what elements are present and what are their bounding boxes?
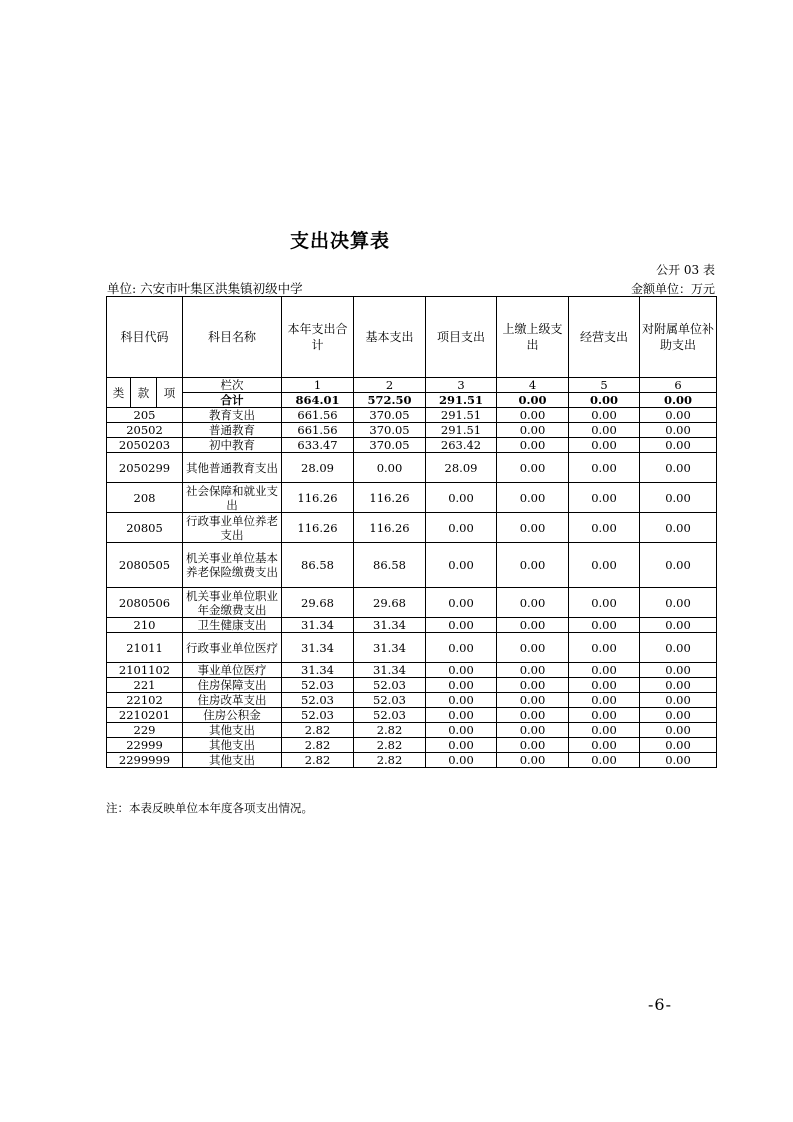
- header-code: 科目代码: [107, 297, 183, 378]
- row-value: 0.00: [640, 438, 717, 453]
- table-body: [107, 297, 717, 768]
- row-value: 0.00: [497, 618, 569, 633]
- row-code: 210: [107, 618, 183, 633]
- row-name: 其他普通教育支出: [183, 453, 282, 483]
- row-value: 0.00: [640, 678, 717, 693]
- row-value: 0.00: [569, 408, 640, 423]
- row-value: 2.82: [354, 723, 426, 738]
- row-value: 0.00: [640, 423, 717, 438]
- total-value: 291.51: [426, 393, 497, 408]
- table-row: [107, 708, 717, 723]
- row-name: 其他支出: [183, 738, 282, 753]
- row-value: 28.09: [282, 453, 354, 483]
- row-value: 0.00: [426, 588, 497, 618]
- row-name: 住房公积金: [183, 708, 282, 723]
- row-name: 卫生健康支出: [183, 618, 282, 633]
- table-row: [107, 438, 717, 453]
- row-name: 住房改革支出: [183, 693, 282, 708]
- page-number: -6-: [648, 995, 672, 1014]
- row-value: 0.00: [640, 708, 717, 723]
- column-number-row: [107, 378, 717, 393]
- row-value: 0.00: [426, 633, 497, 663]
- header-lanci: 栏次: [183, 378, 282, 393]
- row-value: 370.05: [354, 408, 426, 423]
- row-code: 229: [107, 723, 183, 738]
- header-col-2: 基本支出: [354, 297, 426, 378]
- unit-row: [107, 279, 715, 295]
- row-value: 0.00: [497, 693, 569, 708]
- row-value: 29.68: [354, 588, 426, 618]
- row-value: 263.42: [426, 438, 497, 453]
- row-code: 21011: [107, 633, 183, 663]
- row-value: 661.56: [282, 423, 354, 438]
- col-num-1: 1: [282, 378, 354, 393]
- row-value: 0.00: [640, 483, 717, 513]
- header-col-4: 上缴上级支出: [497, 297, 569, 378]
- table-row: [107, 618, 717, 633]
- row-value: 0.00: [426, 678, 497, 693]
- row-value: 52.03: [282, 693, 354, 708]
- row-value: 52.03: [282, 678, 354, 693]
- table-row: [107, 423, 717, 438]
- table-row: [107, 483, 717, 513]
- row-name: 初中教育: [183, 438, 282, 453]
- row-value: 0.00: [569, 618, 640, 633]
- row-value: 0.00: [497, 543, 569, 588]
- row-name: 机关事业单位基本养老保险缴费支出: [183, 543, 282, 588]
- col-num-5: 5: [569, 378, 640, 393]
- row-value: 2.82: [282, 753, 354, 768]
- row-value: 116.26: [282, 513, 354, 543]
- row-value: 31.34: [282, 633, 354, 663]
- row-value: 0.00: [569, 513, 640, 543]
- row-value: 0.00: [640, 618, 717, 633]
- row-code: 20805: [107, 513, 183, 543]
- row-value: 0.00: [640, 543, 717, 588]
- row-value: 0.00: [569, 738, 640, 753]
- table-row: [107, 663, 717, 678]
- row-value: 0.00: [497, 633, 569, 663]
- row-value: 0.00: [569, 543, 640, 588]
- row-name: 教育支出: [183, 408, 282, 423]
- row-code: 205: [107, 408, 183, 423]
- row-code: 2050299: [107, 453, 183, 483]
- row-value: 0.00: [426, 483, 497, 513]
- row-value: 0.00: [569, 663, 640, 678]
- row-value: 0.00: [426, 663, 497, 678]
- row-value: 0.00: [569, 708, 640, 723]
- row-code: 20502: [107, 423, 183, 438]
- expenditure-table: [106, 296, 717, 768]
- header-col-3: 项目支出: [426, 297, 497, 378]
- table-row: [107, 633, 717, 663]
- col-num-3: 3: [426, 378, 497, 393]
- row-name: 事业单位医疗: [183, 663, 282, 678]
- row-value: 291.51: [426, 408, 497, 423]
- row-value: 2.82: [354, 753, 426, 768]
- row-value: 0.00: [640, 408, 717, 423]
- col-num-2: 2: [354, 378, 426, 393]
- row-value: 31.34: [354, 618, 426, 633]
- row-name: 行政事业单位医疗: [183, 633, 282, 663]
- row-code: 2210201: [107, 708, 183, 723]
- row-value: 0.00: [497, 678, 569, 693]
- row-code: 22999: [107, 738, 183, 753]
- row-value: 0.00: [640, 453, 717, 483]
- row-value: 291.51: [426, 423, 497, 438]
- row-name: 其他支出: [183, 753, 282, 768]
- row-value: 633.47: [282, 438, 354, 453]
- row-value: 0.00: [354, 453, 426, 483]
- row-value: 31.34: [282, 618, 354, 633]
- row-code: 2101102: [107, 663, 183, 678]
- table-row: [107, 453, 717, 483]
- row-value: 0.00: [497, 723, 569, 738]
- total-value: 864.01: [282, 393, 354, 408]
- header-col-1: 本年支出合计: [282, 297, 354, 378]
- table-row: [107, 588, 717, 618]
- row-code: 2050203: [107, 438, 183, 453]
- row-value: 2.82: [282, 738, 354, 753]
- row-value: 0.00: [640, 513, 717, 543]
- row-value: 29.68: [282, 588, 354, 618]
- row-value: 116.26: [354, 513, 426, 543]
- row-value: 0.00: [569, 633, 640, 663]
- row-value: 0.00: [426, 543, 497, 588]
- row-value: 52.03: [282, 708, 354, 723]
- row-value: 0.00: [497, 513, 569, 543]
- row-value: 0.00: [497, 588, 569, 618]
- col-num-6: 6: [640, 378, 717, 393]
- row-value: 116.26: [282, 483, 354, 513]
- row-value: 0.00: [569, 423, 640, 438]
- total-value: 0.00: [640, 393, 717, 408]
- row-value: 370.05: [354, 438, 426, 453]
- page-title: 支出决算表: [290, 230, 391, 252]
- row-value: 0.00: [569, 453, 640, 483]
- row-value: 0.00: [497, 708, 569, 723]
- row-code: 2299999: [107, 753, 183, 768]
- table-row: [107, 723, 717, 738]
- row-value: 28.09: [426, 453, 497, 483]
- row-value: 0.00: [640, 723, 717, 738]
- row-code: 208: [107, 483, 183, 513]
- row-value: 0.00: [569, 438, 640, 453]
- row-value: 0.00: [640, 588, 717, 618]
- table-row: [107, 693, 717, 708]
- header-col-5: 经营支出: [569, 297, 640, 378]
- total-value: 0.00: [497, 393, 569, 408]
- col-num-4: 4: [497, 378, 569, 393]
- row-code: 2080505: [107, 543, 183, 588]
- row-value: 370.05: [354, 423, 426, 438]
- row-value: 116.26: [354, 483, 426, 513]
- row-value: 0.00: [497, 408, 569, 423]
- row-code: 221: [107, 678, 183, 693]
- row-value: 0.00: [497, 483, 569, 513]
- row-value: 0.00: [497, 753, 569, 768]
- row-value: 0.00: [569, 588, 640, 618]
- row-name: 机关事业单位职业年金缴费支出: [183, 588, 282, 618]
- header-lei: 类: [107, 378, 131, 408]
- row-value: 0.00: [569, 678, 640, 693]
- row-value: 661.56: [282, 408, 354, 423]
- table-row: [107, 678, 717, 693]
- row-value: 0.00: [426, 618, 497, 633]
- row-value: 0.00: [497, 438, 569, 453]
- row-value: 0.00: [569, 753, 640, 768]
- row-value: 2.82: [354, 738, 426, 753]
- row-value: 86.58: [282, 543, 354, 588]
- row-value: 0.00: [426, 513, 497, 543]
- table-note: 注：本表反映单位本年度各项支出情况。: [106, 801, 313, 815]
- row-name: 其他支出: [183, 723, 282, 738]
- row-value: 0.00: [640, 738, 717, 753]
- header-kuan: 款: [131, 378, 157, 408]
- row-value: 0.00: [426, 738, 497, 753]
- row-value: 0.00: [640, 693, 717, 708]
- row-value: 86.58: [354, 543, 426, 588]
- row-code: 22102: [107, 693, 183, 708]
- row-name: 行政事业单位养老支出: [183, 513, 282, 543]
- header-xiang: 项: [157, 378, 183, 408]
- header-row: [107, 297, 717, 378]
- table-row: [107, 738, 717, 753]
- row-value: 0.00: [426, 693, 497, 708]
- row-value: 0.00: [497, 738, 569, 753]
- row-value: 31.34: [354, 633, 426, 663]
- total-label: 合计: [183, 393, 282, 408]
- row-value: 31.34: [282, 663, 354, 678]
- row-value: 52.03: [354, 693, 426, 708]
- total-value: 572.50: [354, 393, 426, 408]
- row-value: 52.03: [354, 678, 426, 693]
- amount-unit: 金额单位：万元: [630, 282, 715, 296]
- row-value: 0.00: [426, 723, 497, 738]
- row-name: 普通教育: [183, 423, 282, 438]
- row-value: 0.00: [569, 693, 640, 708]
- header-name: 科目名称: [183, 297, 282, 378]
- row-value: 0.00: [426, 708, 497, 723]
- row-value: 0.00: [640, 663, 717, 678]
- row-value: 31.34: [354, 663, 426, 678]
- row-value: 0.00: [640, 753, 717, 768]
- total-value: 0.00: [569, 393, 640, 408]
- row-value: 0.00: [497, 453, 569, 483]
- header-col-6: 对附属单位补助支出: [640, 297, 717, 378]
- row-name: 社会保障和就业支出: [183, 483, 282, 513]
- form-number: 公开 03 表: [656, 263, 715, 277]
- table-row: [107, 543, 717, 588]
- row-value: 0.00: [640, 633, 717, 663]
- row-value: 0.00: [569, 483, 640, 513]
- total-row: [107, 393, 717, 408]
- row-name: 住房保障支出: [183, 678, 282, 693]
- row-value: 2.82: [282, 723, 354, 738]
- row-value: 0.00: [497, 663, 569, 678]
- table-row: [107, 408, 717, 423]
- unit-label: 单位: 六安市叶集区洪集镇初级中学: [107, 281, 303, 296]
- row-value: 52.03: [354, 708, 426, 723]
- row-code: 2080506: [107, 588, 183, 618]
- row-value: 0.00: [426, 753, 497, 768]
- row-value: 0.00: [497, 423, 569, 438]
- row-value: 0.00: [569, 723, 640, 738]
- table-row: [107, 753, 717, 768]
- table-row: [107, 513, 717, 543]
